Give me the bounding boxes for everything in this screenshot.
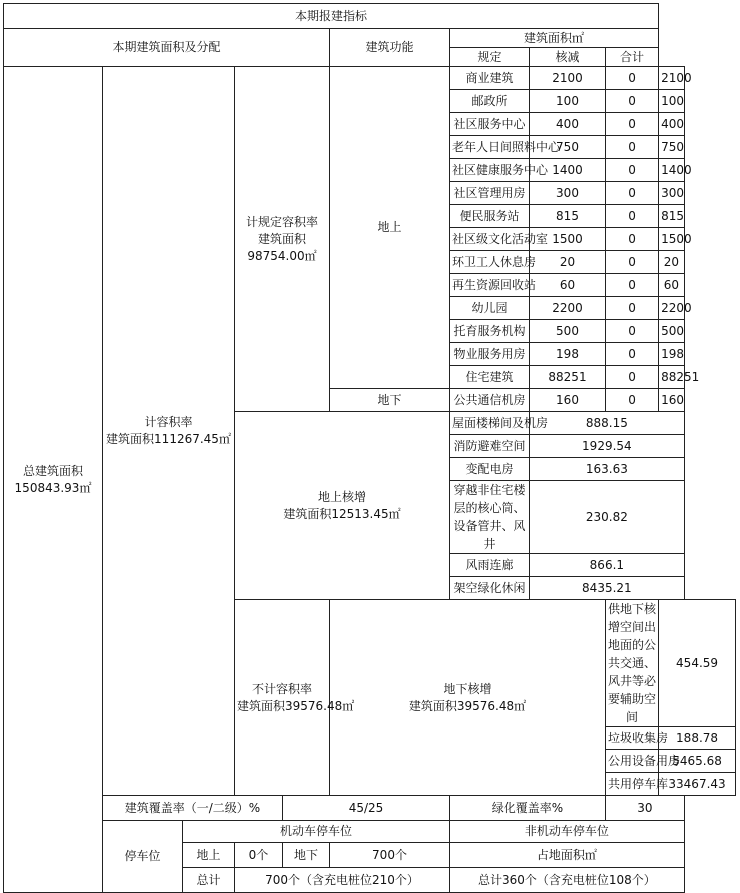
increase-row-value: 33467.43 (659, 773, 736, 796)
total-area-value: 150843.93㎡ (14, 480, 92, 495)
far-row-name: 社区服务中心 (450, 113, 530, 136)
planned-far-cell (235, 67, 330, 412)
far-row-name: 商业建筑 (450, 67, 530, 90)
far-row-specified: 20 (530, 251, 606, 274)
far-area-label: 计容积率 (144, 415, 193, 429)
far-row-total: 2100 (659, 67, 685, 90)
above-increase-cell (235, 412, 450, 600)
far-row-name: 邮政所 (450, 90, 530, 113)
area-group-header: 建筑面积㎡ (450, 29, 659, 48)
far-row-specified: 500 (530, 320, 606, 343)
far-row-specified: 1400 (530, 159, 606, 182)
planned-far-line3: 98754.00㎡ (247, 248, 317, 263)
far-row-name: 物业服务用房 (450, 343, 530, 366)
increase-row-name: 消防避难空间 (450, 435, 530, 458)
increase-row-name: 共用停车库 (606, 773, 659, 796)
allocation-header: 本期建筑面积及分配 (4, 29, 330, 67)
far-row-total: 20 (659, 251, 685, 274)
header-row-1 (4, 29, 736, 48)
far-row-deduct: 0 (606, 251, 659, 274)
far-row-deduct: 0 (606, 205, 659, 228)
far-row-total: 1500 (659, 228, 685, 251)
parking-above-label: 地上 (183, 843, 235, 868)
far-row-total: 400 (659, 113, 685, 136)
increase-row-value: 454.59 (659, 600, 736, 727)
increase-row-name: 供地下核增空间出地面的公共交通、风井等必要辅助空间 (606, 600, 659, 727)
total-header: 合计 (606, 48, 659, 67)
total-area-cell (4, 67, 103, 893)
far-row-specified: 88251 (530, 366, 606, 389)
above-increase-label: 地上核增 (317, 489, 366, 504)
parking-above-value: 0个 (235, 843, 283, 868)
parking-total-label: 总计 (183, 868, 235, 893)
above-increase-value: 建筑面积12513.45㎡ (283, 506, 401, 521)
far-row-total: 2200 (659, 297, 685, 320)
coverage-row (4, 796, 736, 821)
far-row-deduct: 0 (606, 159, 659, 182)
parking-below-value: 700个 (330, 843, 450, 868)
far-row-deduct: 0 (606, 182, 659, 205)
far-row-specified: 160 (530, 389, 606, 412)
motor-parking-header: 机动车停车位 (183, 821, 450, 843)
non-far-cell (235, 600, 355, 796)
far-row-deduct: 0 (606, 113, 659, 136)
increase-row-name: 公用设备用房 (606, 750, 659, 773)
green-coverage-label: 绿化覆盖率% (450, 796, 606, 821)
far-row-name: 环卫工人休息房 (450, 251, 530, 274)
far-row-specified: 60 (530, 274, 606, 297)
planned-far-line2: 建筑面积 (257, 231, 306, 246)
far-row-total: 300 (659, 182, 685, 205)
table-title: 本期报建指标 (4, 4, 659, 29)
increase-row-name: 架空绿化休闲 (450, 577, 530, 600)
increase-row-value: 866.1 (530, 554, 685, 577)
far-row-name: 再生资源回收站 (450, 274, 530, 297)
specified-header: 规定 (450, 48, 530, 67)
total-area-label: 总建筑面积 (22, 463, 83, 478)
planned-far-line1: 计规定容积率 (245, 214, 318, 229)
parking-total-value: 700个（含充电桩位210个） (235, 868, 450, 893)
far-row-deduct: 0 (606, 389, 659, 412)
increase-row-value: 5465.68 (659, 750, 736, 773)
far-row-deduct: 0 (606, 90, 659, 113)
far-row-total: 100 (659, 90, 685, 113)
far-row-specified: 400 (530, 113, 606, 136)
deduct-header: 核减 (530, 48, 606, 67)
far-area-value: 建筑面积111267.45㎡ (106, 432, 231, 446)
far-row-specified: 100 (530, 90, 606, 113)
far-row-deduct: 0 (606, 228, 659, 251)
increase-row-value: 888.15 (530, 412, 685, 435)
non-far-label: 不计容积率 (251, 681, 312, 696)
far-row-name: 幼儿园 (450, 297, 530, 320)
below-increase-cell (330, 600, 606, 796)
below-ground-cell: 地下 (330, 389, 450, 412)
far-row-total: 198 (659, 343, 685, 366)
increase-row-value: 230.82 (530, 481, 685, 554)
increase-row-name: 风雨连廊 (450, 554, 530, 577)
non-motor-total: 总计360个（含充电桩位108个） (450, 868, 685, 893)
far-row-specified: 815 (530, 205, 606, 228)
title-row (4, 4, 736, 29)
non-far-value: 建筑面积39576.48㎡ (237, 698, 355, 713)
parking-below-label: 地下 (283, 843, 330, 868)
coverage-label: 建筑覆盖率（一/二级）% (103, 796, 283, 821)
far-row-deduct: 0 (606, 320, 659, 343)
increase-row-value: 1929.54 (530, 435, 685, 458)
table-row (4, 67, 736, 90)
far-area-cell (103, 67, 235, 796)
far-row-name: 社区级文化活动室 (450, 228, 530, 251)
far-row-name: 住宅建筑 (450, 366, 530, 389)
far-row-name: 老年人日间照料中心 (450, 136, 530, 159)
below-increase-label: 地下核增 (443, 681, 492, 696)
function-header: 建筑功能 (330, 29, 450, 67)
far-row-deduct: 0 (606, 297, 659, 320)
parking-label: 停车位 (103, 821, 183, 893)
far-row-specified: 2100 (530, 67, 606, 90)
below-increase-value: 建筑面积39576.48㎡ (408, 698, 527, 713)
above-ground-cell: 地上 (330, 67, 450, 389)
far-row-specified: 2200 (530, 297, 606, 320)
far-row-total: 750 (659, 136, 685, 159)
green-coverage-value: 30 (606, 796, 685, 821)
coverage-value: 45/25 (283, 796, 450, 821)
far-row-total: 1400 (659, 159, 685, 182)
far-row-name: 社区健康服务中心 (450, 159, 530, 182)
increase-row-value: 8435.21 (530, 577, 685, 600)
non-motor-parking-header: 非机动车停车位 (450, 821, 685, 843)
increase-row-name: 穿越非住宅楼层的核心筒、设备管井、风井 (450, 481, 530, 554)
far-row-name: 社区管理用房 (450, 182, 530, 205)
far-row-deduct: 0 (606, 67, 659, 90)
far-row-total: 500 (659, 320, 685, 343)
far-row-specified: 300 (530, 182, 606, 205)
increase-row-value: 163.63 (530, 458, 685, 481)
far-row-deduct: 0 (606, 366, 659, 389)
increase-row-name: 屋面楼梯间及机房 (450, 412, 530, 435)
far-row-total: 160 (659, 389, 685, 412)
far-row-name: 便民服务站 (450, 205, 530, 228)
far-row-name: 托育服务机构 (450, 320, 530, 343)
far-row-specified: 1500 (530, 228, 606, 251)
far-row-total: 815 (659, 205, 685, 228)
increase-row-name: 变配电房 (450, 458, 530, 481)
non-motor-land-area-label: 占地面积㎡ (450, 843, 685, 868)
far-row-total: 60 (659, 274, 685, 297)
far-row-specified: 198 (530, 343, 606, 366)
far-row-deduct: 0 (606, 274, 659, 297)
far-row-deduct: 0 (606, 343, 659, 366)
indicator-table (3, 3, 736, 893)
far-row-total: 88251 (659, 366, 685, 389)
far-row-specified: 750 (530, 136, 606, 159)
increase-row-name: 垃圾收集房 (606, 727, 659, 750)
increase-row-value: 188.78 (659, 727, 736, 750)
far-row-name: 公共通信机房 (450, 389, 530, 412)
far-row-deduct: 0 (606, 136, 659, 159)
parking-header-row (4, 821, 736, 843)
